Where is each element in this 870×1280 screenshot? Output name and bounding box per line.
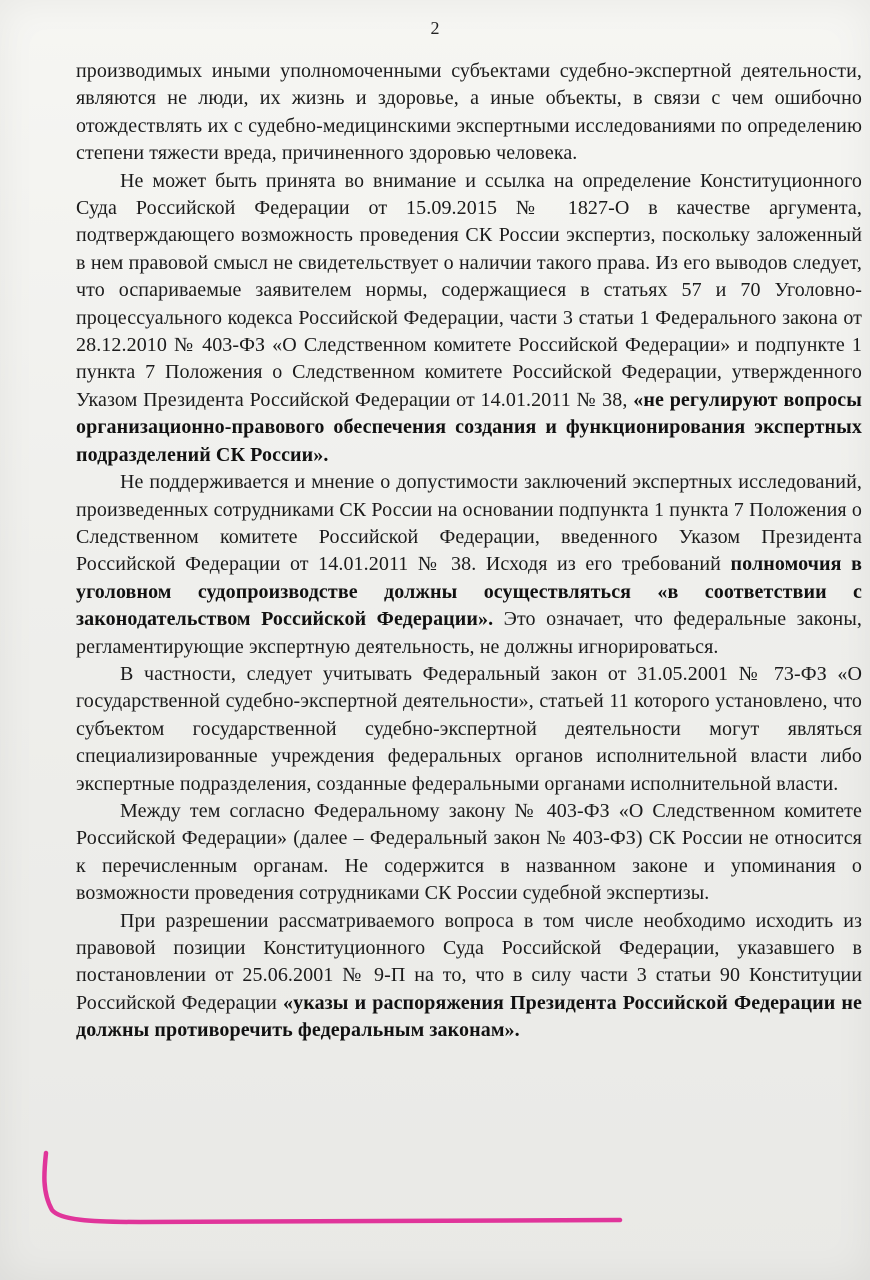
paragraph-3	[76, 469, 862, 661]
paragraph-1-text: производимых иными уполномоченными субъектами судебно-экспертной деятельности, являются не люди, их жизнь и здоровье, а иные объекты, в связи с чем ошибочно отождествлять их с судебно-медицинскими экспертными исследованиями по определению степени тяжести вреда, причиненного здоровью человека.	[76, 60, 862, 165]
paragraph-5	[76, 798, 862, 908]
document-body	[76, 58, 862, 1045]
pink-marker-stroke	[44, 1153, 620, 1222]
paragraph-5-text: Между тем согласно Федеральному закону № 403-ФЗ «О Следственном комитете Российской Федерации» (далее – Федеральный закон № 403-ФЗ) СК России не относится к перечисленным органам. Не содержится в названном законе и упоминания о возможности проведения сотрудниками СК России судебной экспертизы.	[76, 799, 862, 905]
paragraph-6-bold-quote: «указы и распоряжения Президента Российской Федерации не должны противоречить федеральным законам».	[76, 991, 862, 1042]
paragraph-3-text: Не поддерживается и мнение о допустимости заключений экспертных исследований, произведенных сотрудниками СК России на основании подпункта 1 пункта 7 Положения о Следственном комитете Российской Федерации, введенного Указом Президента Российской Федерации от 14.01.2011 № 38. Исходя из его требований	[76, 471, 862, 576]
paragraph-1	[76, 58, 862, 168]
paragraph-3-text-end: Это означает, что федеральные законы, регламентирующие экспертную деятельность, не должны игнорироваться.	[76, 608, 862, 658]
paragraph-6-text: При разрешении рассматриваемого вопроса в том числе необходимо исходить из правовой позиции Конституционного Суда Российской Федерации, указавшего в постановлении от 25.06.2001 № 9-П на то, что в силу части 3 статьи 90 Конституции Российской Федерации	[76, 909, 862, 1014]
paragraph-6	[76, 908, 862, 1045]
paragraph-2	[76, 168, 862, 469]
page-number: 2	[430, 18, 440, 38]
paragraph-3-bold-quote: полномочия в уголовном судопроизводстве должны осуществляться «в соответствии с законодательством Российской Федерации».	[76, 553, 863, 631]
paragraph-4-text: В частности, следует учитывать Федеральный закон от 31.05.2001 № 73-ФЗ «О государственной судебно-экспертной деятельности», статьей 11 которого установлено, что субъектом государственной судебно-экспертной деятельности могут являться специализированные учреждения федеральных органов исполнительной власти либо экспертные подразделения, созданные федеральными органами исполнительной власти.	[76, 662, 862, 795]
paragraph-2-bold-quote: «не регулируют вопросы организационно-правового обеспечения создания и функционирования экспертных подразделений СК России».	[76, 388, 862, 466]
paragraph-4	[76, 661, 862, 798]
paragraph-2-text: Не может быть принята во внимание и ссылка на определение Конституционного Суда Российской Федерации от 15.09.2015 № 1827-О в качестве аргумента, подтверждающего возможность проведения СК России экспертиз, поскольку заложенный в нем правовой смысл не свидетельствует о наличии такого права. Из его выводов следует, что оспариваемые заявителем нормы, содержащиеся в статьях 57 и 70 Уголовно-процессуального кодекса Российской Федерации, части 3 статьи 1 Федерального закона от 28.12.2010 № 403-ФЗ «О Следственном комитете Российской Федерации» и подпункте 1 пункта 7 Положения о Следственном комитете Российской Федерации, утвержденного Указом Президента Российской Федерации от 14.01.2011 № 38,	[76, 169, 862, 411]
